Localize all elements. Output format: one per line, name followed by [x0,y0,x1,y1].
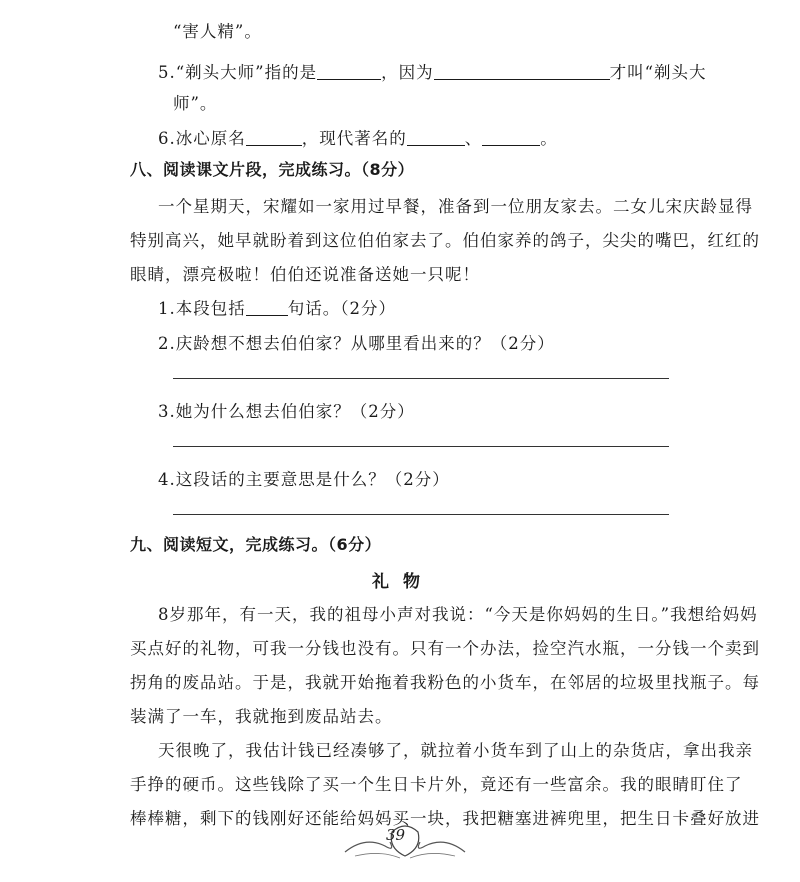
answer-line[interactable] [173,514,669,515]
answer-line[interactable] [173,378,669,379]
q5-text-c: 才叫“剃头大 [609,63,707,82]
s8-question-2: 2.庆龄想不想去伯伯家？从哪里看出来的？（2分） [158,334,555,353]
answer-blank[interactable] [434,63,610,80]
passage-line: 一个星期天，宋耀如一家用过早餐，准备到一位朋友家去。二女儿宋庆龄显得 [158,197,753,216]
answer-blank[interactable] [246,299,288,316]
passage-line: 棒棒糖，剩下的钱刚好还能给妈妈买一块，我把糖塞进裤兜里，把生日卡叠好放进 [130,809,760,828]
passage-line: 天很晚了，我估计钱已经凑够了，就拉着小货车到了山上的杂货店，拿出我亲 [158,741,753,760]
section-8-heading: 八、阅读课文片段，完成练习。（8分） [130,160,415,179]
passage-title: 礼物 [372,572,434,592]
section-9-heading: 九、阅读短文，完成练习。（6分） [130,535,382,554]
passage-line: 拐角的废品站。于是，我就开始拖着我粉色的小货车，在邻居的垃圾里找瓶子。每 [130,673,760,692]
q5-text-a: 5.“剃头大师”指的是 [158,63,318,82]
q5-continuation: 师”。 [173,94,218,113]
passage-line: 眼睛，漂亮极啦！伯伯还说准备送她一只呢！ [130,265,480,284]
page-number-ornament [340,822,470,862]
q1-text-a: 1.本段包括 [158,299,246,318]
answer-blank[interactable] [407,129,465,146]
q1-text-b: 句话。（2分） [287,299,396,318]
answer-line[interactable] [173,446,669,447]
passage-line: 手挣的硬币。这些钱除了买一个生日卡片外，竟还有一些富余。我的眼睛盯住了 [130,775,743,794]
q6-text-c: 、 [464,129,483,148]
answer-blank[interactable] [482,129,540,146]
page-number: 39 [386,826,406,844]
q6-text-d: 。 [540,129,558,148]
question-5 [158,59,707,83]
s8-question-1 [158,295,396,319]
answer-blank[interactable] [246,129,302,146]
q6-text-a: 6.冰心原名 [158,129,246,148]
s8-question-3: 3.她为什么想去伯伯家？（2分） [158,402,415,421]
text-line: “害人精”。 [173,22,262,41]
q5-text-b: ，因为 [381,63,434,82]
passage-line: 装满了一车，我就拖到废品站去。 [130,707,393,726]
passage-line: 8岁那年，有一天，我的祖母小声对我说：“今天是你妈妈的生日。”我想给妈妈 [158,605,758,624]
question-6 [158,125,558,149]
s8-question-4: 4.这段话的主要意思是什么？（2分） [158,470,450,489]
passage-line: 买点好的礼物，可我一分钱也没有。只有一个办法，捡空汽水瓶，一分钱一个卖到 [130,639,760,658]
passage-line: 特别高兴，她早就盼着到这位伯伯家去了。伯伯家养的鸽子，尖尖的嘴巴，红红的 [130,231,760,250]
answer-blank[interactable] [317,63,381,80]
q6-text-b: ，现代著名的 [301,129,407,148]
